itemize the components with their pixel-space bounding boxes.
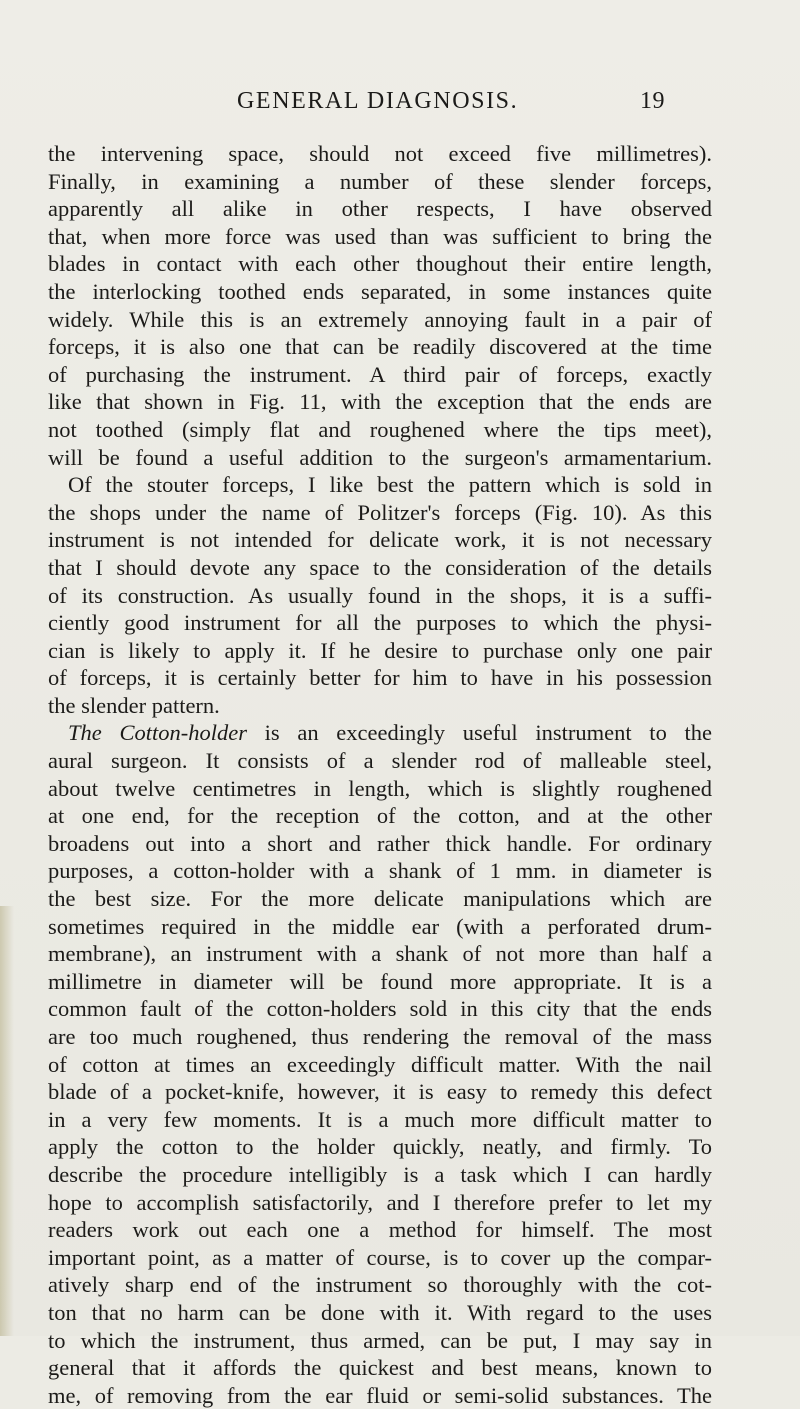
text-line: ton that no harm can be done with it. With regard to the uses	[48, 1299, 712, 1325]
running-head: GENERAL DIAGNOSIS.	[237, 88, 519, 114]
text-line: that I should devote any space to the consideration of the details	[48, 554, 712, 580]
text-line: about twelve centimetres in length, which is slightly roughened	[48, 775, 712, 801]
text-line: the shops under the name of Politzer's forceps (Fig. 10). As this	[48, 499, 712, 525]
text-line: forceps, it is also one that can be readily discovered at the time	[48, 334, 712, 360]
page-number: 19	[640, 88, 665, 114]
text-line: general that it affords the quickest and best means, known to	[48, 1355, 712, 1381]
text-line: broadens out into a short and rather thick handle. For ordinary	[48, 830, 712, 856]
text-line: like that shown in Fig. 11, with the exception that the ends are	[48, 389, 712, 415]
text-line: blade of a pocket-knife, however, it is easy to remedy this defect	[48, 1079, 712, 1105]
text-line: will be found a useful addition to the surgeon's armamentarium.	[48, 444, 712, 470]
text-line: aural surgeon. It consists of a slender rod of malleable steel,	[48, 748, 712, 774]
section-heading-italic: The Cotton-holder	[68, 720, 247, 746]
text-line: describe the procedure intelligibly is a task which I can hardly	[48, 1161, 712, 1187]
text-line: that, when more force was used than was sufficient to bring the	[48, 223, 712, 249]
text-line: sometimes required in the middle ear (with a perforated drum-	[48, 913, 712, 939]
page-edge-shadow	[0, 906, 14, 1336]
text-line: are too much roughened, thus rendering the removal of the mass	[48, 1024, 712, 1049]
text-line: apply the cotton to the holder quickly, neatly, and firmly. To	[48, 1134, 712, 1160]
text-line: the intervening space, should not exceed five millimetres).	[48, 141, 712, 166]
body-text	[48, 140, 712, 1409]
text-line: the best size. For the more delicate manipulations which are	[48, 886, 712, 912]
text-line: Finally, in examining a number of these slender forceps,	[48, 168, 712, 194]
text-line: me, of removing from the ear fluid or semi-solid substances. The	[48, 1382, 712, 1408]
text-line: the interlocking toothed ends separated, in some instances quite	[48, 278, 712, 304]
paragraph-start-line	[48, 719, 712, 747]
text-line: cian is likely to apply it. If he desire to purchase only one pair	[48, 637, 712, 663]
text-line: Of the stouter forceps, I like best the pattern which is sold in	[68, 472, 712, 498]
text-line: readers work out each one a method for himself. The most	[48, 1217, 712, 1243]
text-run: is an exceedingly useful instrument to the	[264, 720, 712, 746]
text-line: instrument is not intended for delicate work, it is not necessary	[48, 527, 712, 553]
text-line: the slender pattern.	[48, 692, 220, 718]
text-line: not toothed (simply flat and roughened where the tips meet),	[48, 416, 712, 442]
text-line: widely. While this is an extremely annoying fault in a pair of	[48, 306, 712, 332]
text-line: hope to accomplish satisfactorily, and I therefore prefer to let my	[48, 1189, 712, 1215]
text-line: blades in contact with each other thoughout their entire length,	[48, 251, 712, 277]
text-line: common fault of the cotton-holders sold in this city that the ends	[48, 996, 712, 1022]
text-line: important point, as a matter of course, is to cover up the compar-	[48, 1244, 712, 1270]
text-line: of cotton at times an exceedingly difficult matter. With the nail	[48, 1051, 712, 1077]
text-line: membrane), an instrument with a shank of not more than half a	[48, 941, 712, 967]
text-line: atively sharp end of the instrument so thoroughly with the cot-	[48, 1272, 712, 1298]
text-line: of purchasing the instrument. A third pair of forceps, exactly	[48, 361, 712, 387]
text-line: at one end, for the reception of the cotton, and at the other	[48, 803, 712, 829]
text-line: millimetre in diameter will be found more appropriate. It is a	[48, 968, 712, 994]
text-line: in a very few moments. It is a much more difficult matter to	[48, 1106, 712, 1132]
text-line: ciently good instrument for all the purposes to which the physi-	[48, 610, 712, 636]
text-line: of forceps, it is certainly better for him to have in his possession	[48, 665, 712, 691]
text-line: apparently all alike in other respects, I have observed	[48, 196, 712, 222]
text-line: of its construction. As usually found in the shops, it is a suffi-	[48, 582, 712, 608]
text-line: purposes, a cotton-holder with a shank of 1 mm. in diameter is	[48, 858, 712, 884]
text-line: to which the instrument, thus armed, can be put, I may say in	[48, 1327, 712, 1353]
